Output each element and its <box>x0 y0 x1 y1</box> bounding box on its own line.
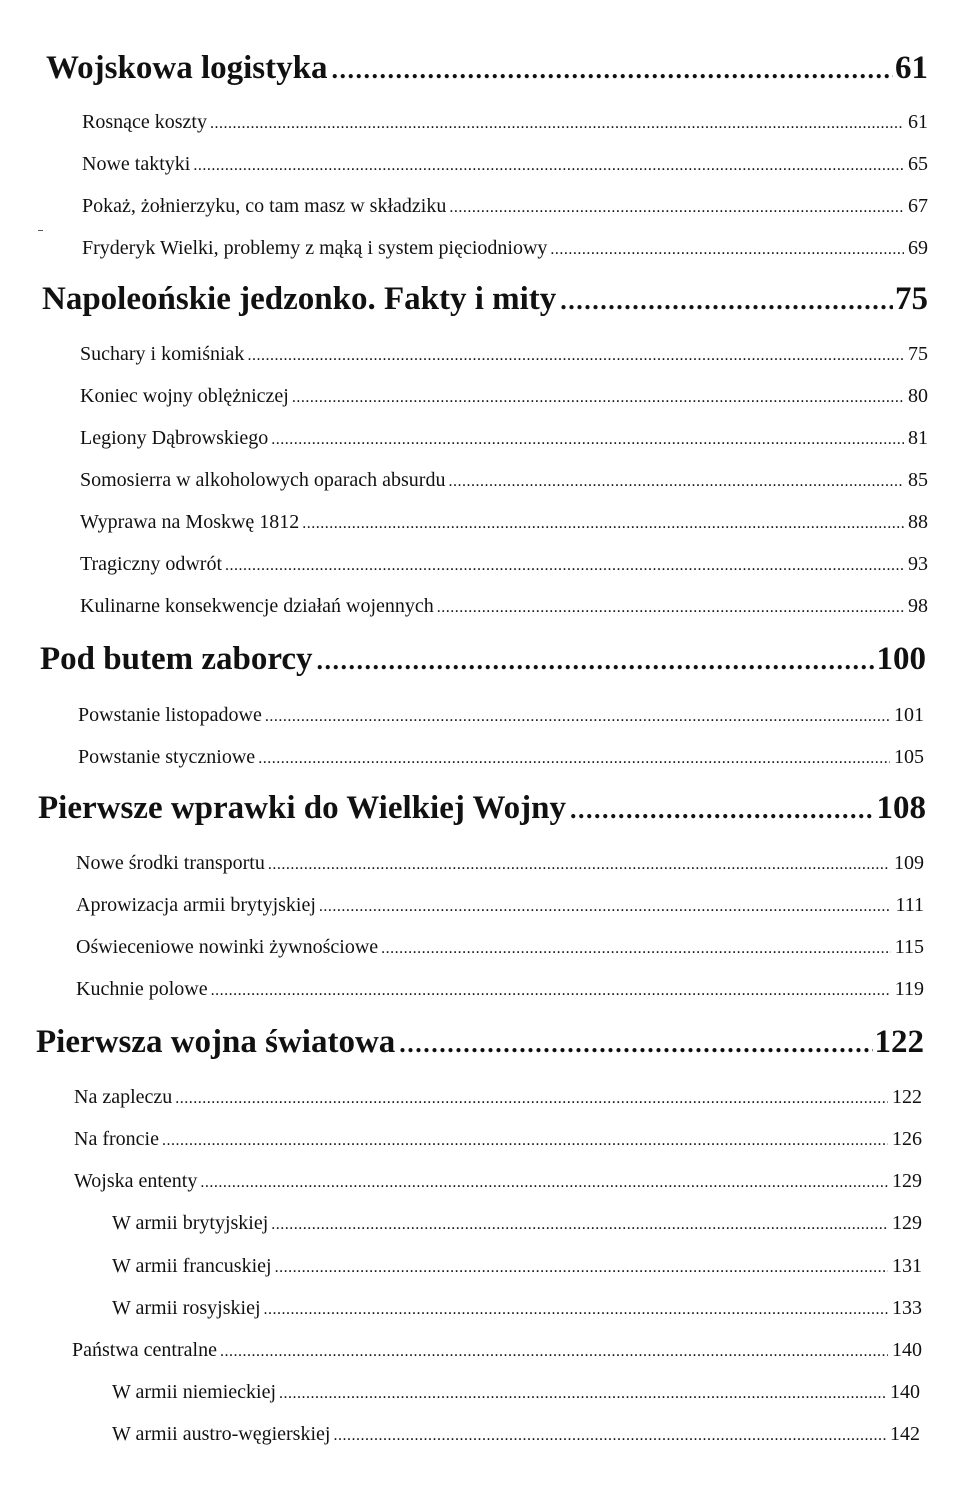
toc-entry-title: Pierwsze wprawki do Wielkiej Wojny <box>38 790 566 826</box>
toc-entry-title: Powstanie listopadowe <box>78 704 262 726</box>
toc-section-entry <box>72 1339 922 1365</box>
toc-entry-page: 81 <box>908 427 928 449</box>
toc-entry-page: 119 <box>894 978 924 1000</box>
toc-entry-page: 98 <box>908 595 928 617</box>
toc-section-entry <box>80 595 928 621</box>
toc-entry-page: 129 <box>892 1170 922 1192</box>
toc-section-entry <box>82 195 928 221</box>
toc-entry-title: Nowe taktyki <box>82 153 191 175</box>
dot-leader <box>550 241 904 259</box>
dot-leader <box>162 1132 888 1150</box>
toc-entry-page: 115 <box>894 936 924 958</box>
dot-leader <box>220 1343 888 1361</box>
toc-entry-page: 100 <box>876 641 926 677</box>
toc-entry-page: 75 <box>908 343 928 365</box>
toc-entry-title: Pod butem zaborcy <box>40 641 313 677</box>
dot-leader <box>448 473 904 491</box>
toc-entry-page: 85 <box>908 469 928 491</box>
toc-section-entry <box>76 852 924 878</box>
toc-entry-title: W armii francuskiej <box>112 1255 272 1277</box>
toc-section-entry <box>80 469 928 495</box>
dot-leader <box>317 646 875 676</box>
toc-entry-page: 126 <box>892 1128 922 1150</box>
toc-chapter-entry <box>46 50 928 94</box>
toc-entry-page: 140 <box>892 1339 922 1361</box>
dot-leader <box>271 1216 888 1234</box>
toc-chapter-entry <box>42 281 928 325</box>
toc-subsection-entry <box>112 1381 920 1407</box>
dot-leader <box>331 55 893 85</box>
toc-entry-title: Suchary i komiśniak <box>80 343 245 365</box>
toc-entry-title: Na zapleczu <box>74 1086 173 1108</box>
toc-section-entry <box>80 427 928 453</box>
toc-entry-page: 61 <box>908 111 928 133</box>
toc-entry-title: W armii austro-węgierskiej <box>112 1423 331 1445</box>
toc-section-entry <box>80 511 928 537</box>
toc-entry-page: 111 <box>895 894 924 916</box>
toc-section-entry <box>78 746 924 772</box>
toc-section-entry <box>76 978 924 1004</box>
toc-entry-title: Powstanie styczniowe <box>78 746 256 768</box>
dot-leader <box>193 157 904 175</box>
dot-leader <box>268 856 890 874</box>
toc-entry-page: 93 <box>908 553 928 575</box>
toc-section-entry <box>74 1170 922 1196</box>
dot-leader <box>175 1090 888 1108</box>
toc-entry-title: Pokaż, żołnierzyku, co tam masz w składziku <box>82 195 447 217</box>
toc-chapter-entry <box>40 641 926 685</box>
toc-entry-page: 129 <box>892 1212 922 1234</box>
toc-entry-page: 75 <box>895 281 928 317</box>
toc-entry-page: 65 <box>908 153 928 175</box>
dot-leader <box>211 982 891 1000</box>
toc-section-entry <box>80 553 928 579</box>
toc-entry-title: Kulinarne konsekwencje działań wojennych <box>80 595 434 617</box>
dot-leader <box>381 940 891 958</box>
toc-entry-page: 108 <box>876 790 926 826</box>
dot-leader <box>319 898 892 916</box>
toc-entry-title: W armii rosyjskiej <box>112 1297 261 1319</box>
toc-entry-page: 131 <box>892 1255 922 1277</box>
toc-subsection-entry <box>112 1212 922 1238</box>
toc-entry-page: 140 <box>890 1381 920 1403</box>
toc-entry-title: Wyprawa na Moskwę 1812 <box>80 511 300 533</box>
dot-leader <box>333 1427 886 1445</box>
dot-leader <box>210 115 904 133</box>
toc-section-entry <box>78 704 924 730</box>
toc-entry-page: 133 <box>892 1297 922 1319</box>
toc-entry-page: 67 <box>908 195 928 217</box>
dot-leader <box>247 347 904 365</box>
toc-section-entry <box>82 153 928 179</box>
toc-entry-title: Aprowizacja armii brytyjskiej <box>76 894 316 916</box>
dot-leader <box>399 1029 872 1059</box>
toc-entry-page: 88 <box>908 511 928 533</box>
toc-entry-title: Tragiczny odwrót <box>80 553 223 575</box>
dot-leader <box>560 286 893 316</box>
toc-entry-page: 101 <box>894 704 924 726</box>
toc-entry-page: 105 <box>894 746 924 768</box>
toc-entry-title: Oświeceniowe nowinki żywnościowe <box>76 936 379 958</box>
toc-subsection-entry <box>112 1297 922 1323</box>
dot-leader <box>271 431 904 449</box>
toc-entry-title: Legiony Dąbrowskiego <box>80 427 269 449</box>
toc-subsection-entry <box>112 1423 920 1449</box>
toc-entry-page: 69 <box>908 237 928 259</box>
dot-leader <box>279 1385 886 1403</box>
toc-section-entry <box>74 1128 922 1154</box>
toc-entry-title: W armii brytyjskiej <box>112 1212 269 1234</box>
toc-entry-title: Napoleońskie jedzonko. Fakty i mity <box>42 281 557 317</box>
toc-entry-title: Koniec wojny oblężniczej <box>80 385 289 407</box>
dot-leader <box>449 199 904 217</box>
toc-section-entry <box>80 385 928 411</box>
toc-entry-title: Wojskowa logistyka <box>46 50 328 86</box>
toc-entry-title: Kuchnie polowe <box>76 978 208 1000</box>
toc-entry-page: 122 <box>874 1024 924 1060</box>
toc-entry-page: 61 <box>895 50 928 86</box>
toc-chapter-entry <box>36 1024 924 1068</box>
dot-leader <box>200 1174 888 1192</box>
toc-section-entry <box>82 237 928 263</box>
dot-leader <box>570 795 875 825</box>
toc-entry-page: 122 <box>892 1086 922 1108</box>
toc-entry-page: 80 <box>908 385 928 407</box>
toc-entry-title: Pierwsza wojna światowa <box>36 1024 396 1060</box>
toc-chapter-entry <box>38 790 926 834</box>
toc-section-entry <box>74 1086 922 1112</box>
dot-leader <box>437 599 904 617</box>
dot-leader <box>264 1301 889 1319</box>
toc-entry-title: Fryderyk Wielki, problemy z mąką i system pięciodniowy <box>82 237 548 259</box>
toc-section-entry <box>76 894 924 920</box>
toc-section-entry <box>82 111 928 137</box>
dot-leader <box>275 1259 888 1277</box>
toc-entry-title: Nowe środki transportu <box>76 852 265 874</box>
margin-mark <box>38 230 43 231</box>
toc-entry-title: Na froncie <box>74 1128 159 1150</box>
dot-leader <box>265 708 890 726</box>
toc-section-entry <box>76 936 924 962</box>
toc-subsection-entry <box>112 1255 922 1281</box>
toc-entry-page: 142 <box>890 1423 920 1445</box>
dot-leader <box>258 750 890 768</box>
toc-entry-title: W armii niemieckiej <box>112 1381 277 1403</box>
toc-entry-page: 109 <box>894 852 924 874</box>
dot-leader <box>225 557 904 575</box>
toc-entry-title: Państwa centralne <box>72 1339 217 1361</box>
toc-entry-title: Wojska ententy <box>74 1170 198 1192</box>
toc-section-entry <box>80 343 928 369</box>
toc-entry-title: Rosnące koszty <box>82 111 207 133</box>
dot-leader <box>302 515 904 533</box>
toc-entry-title: Somosierra w alkoholowych oparach absurdu <box>80 469 446 491</box>
dot-leader <box>292 389 904 407</box>
